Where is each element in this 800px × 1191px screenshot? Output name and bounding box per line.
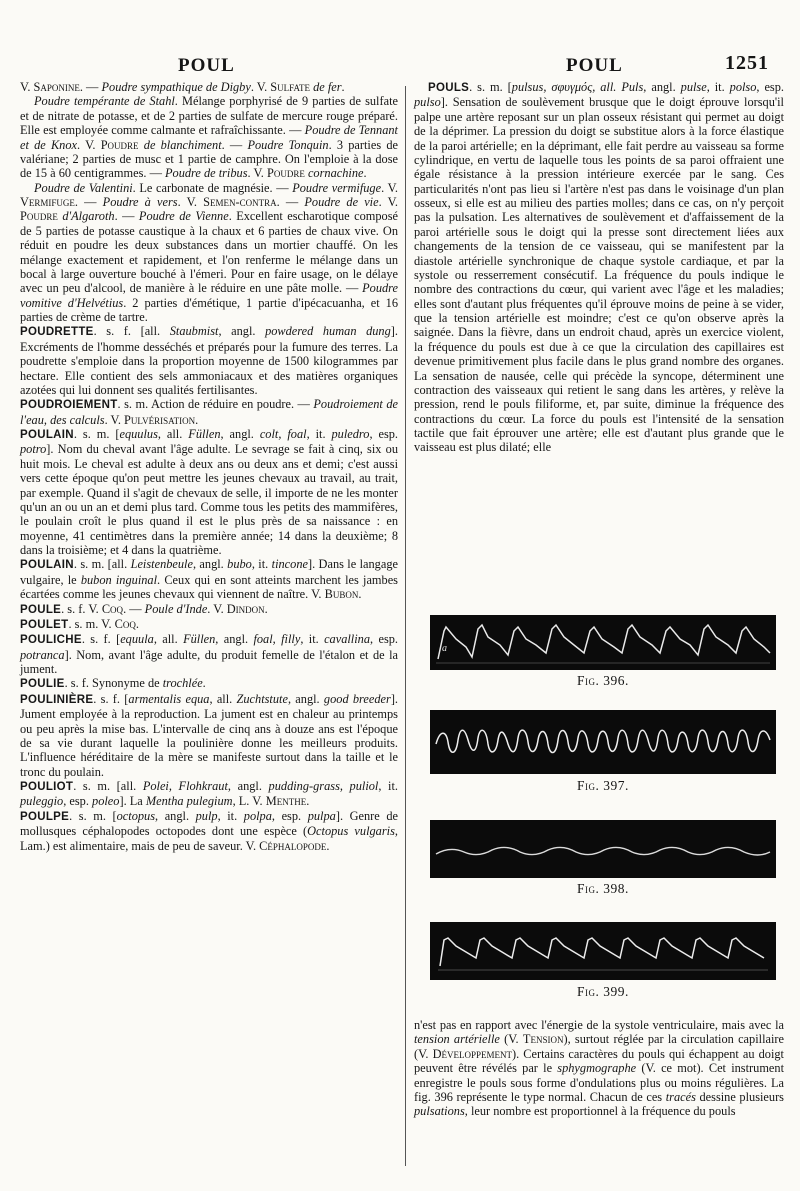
entry-poudre-continued: V. Saponine. — Poudre sympathique de Digby. V. Sulfate de fer. [20,80,345,94]
entry-pouls: POULS. s. m. [pulsus, σφυγμός, all. Puls, angl. pulse, it. polso, esp. pulso]. Sensation de soulèvement brusque que le doigt éprouve lorsqu'il palpe une artère reposant sur un plan osseux résistant qui permet au doigt de la déprimer. La pression du doigt se substitue alors à la force élastique de la paroi artérielle; en la déprimant, elle fait perdre au vaisseau sa forme cylindrique, en vertu de laquelle tous les points de sa paroi offraient une égale résistance à la pression intérieure exercée par le sang. Ces particularités n'ont pas lieu si l'artère n'est pas dans le voisinage d'un plan osseux, si elle est au milieu des parties molles; dans ce cas, on n'y perçoit pas la pulsation. Les alternatives de soulèvement et d'affaissement de la paroi artérielle sous le doigt qui la presse sont directement liées aux changements de la tension de ce vaisseau, qui se manifestent par la diastole artérielle synchronique de chaque systole cardiaque, et par la systole ou resserrement consécutif. La fréquence du pouls indique le nombre des contractions du cœur, qui varient avec l'âge et les maladies; elles sont d'autant plus fréquentes qu'il éprouve moins de peine à se vider, que la tension artérielle est moindre; c'est ce qu'on observe après la saignée. Dans la fièvre, dans un endroit chaud, après un exercice violent, la fréquence du pouls est due à ce que la circulation des capillaires est devenue primitivement plus facile dans le plus grand nombre des organes. La sensation de nausée, celle qui précède la syncope, déterminent une contraction des vaisseaux qui retient le sang dans les artères, y relève la pression, rend le pouls filiforme, et, par suite, diminue la fréquence des contractions du cœur. La force du pouls est l'intensité de la sensation tactile que fait éprouver une artère; elle est d'autant plus grande que le vaisseau est plus dilaté; elle [414,80,784,455]
entry-poudre-temperante: Poudre tempérante de Stahl. Mélange porphyrisé de 9 parties de sulfate et de nitrate de potasse, et de 2 parties de sulfate de mercure rouge préparé. Elle est employée comme calmante et rafraîchissante. — Poudre de Tennant et de Knox. V. Poudre de blanchiment. — Poudre Tonquin. 3 parties de valériane; 2 parties de musc et 1 partie de camphre. On l'emploie à la dose de 15 à 60 centigrammes. — Poudre de tribus. V. Poudre cornachine. [20,94,398,181]
entry-poudre-valentini: Poudre de Valentini. Le carbonate de magnésie. — Poudre vermifuge. V. Vermifuge. — Poudre à vers. V. Semen-contra. — Poudre de vie. V. Poudre d'Algaroth. — Poudre de Vienne. Excellent escharotique composé de 5 parties de potasse caustique à la chaux et 6 parties de chaux vive. On réduit en poudre les deux substances dans un mortier chauffé. On les mélange exactement et rapidement, et l'on renferme le mélange dans un bocal à large ouverture bouché à l'émeri. Pour en faire usage, on le délaye avec un peu d'alcool, de manière à le réduire en une pâte molle. — Poudre vomitive d'Helvétius. 2 parties d'émétique, 1 partie d'ipécacuanha, et 16 parties de crème de tartre. [20,180,399,324]
left-column [20,80,398,853]
figure-398-tracing [430,820,776,878]
right-column [414,80,784,455]
figure-397-tracing [430,710,776,774]
pulse-tracing-397 [436,730,770,752]
figure-399-tracing [430,922,776,980]
entry-pouliniere: POULINIÈRE. s. f. [armentalis equa, all. Zuchtstute, angl. good breeder]. Jument employée à la reproduction. La jument est en chaleur au printemps ou peu après la mise bas. L'intervalle de cinq ans à douze ans est l'époque de sa vie durant laquelle la poulinière donne les meilleurs produits. L'influence héréditaire de la mère se manifeste surtout dans la taille et le tronc du poulain. [20,691,399,779]
figure-inset-label: a [442,643,447,654]
running-header-left: POUL [178,55,235,76]
entry-poulet: POULET. s. m. V. Coq. [20,616,139,631]
entry-poulain-2: POULAIN. s. m. [all. Leistenbeule, angl. bubo, it. tincone]. Dans le langage vulgaire, le bubon inguinal. Ceux qui en sont atteints marchent les jambes écartées comme les jeunes chevaux qui viennent de naître. V. Bubon. [20,557,398,602]
entry-pouliche: POULICHE. s. f. [equula, all. Füllen, angl. foal, filly, it. cavallina, esp. potranca]. Nom, avant l'âge adulte, du produit femelle de l'étalon et de la jument. [20,632,399,676]
right-column-continued [414,1018,784,1119]
entry-poudroiement: POUDROIEMENT. s. m. Action de réduire en poudre. — Poudroiement de l'eau, des calculs. V. Pulvérisation. [20,397,398,427]
entry-pouliot: POULIOT. s. m. [all. Polei, Flohkraut, angl. pudding-grass, puliol, it. puleggio, esp. poleo]. La Mentha pulegium, L. V. Menthe. [20,779,399,809]
figure-399-caption: Fig. 399. [577,984,629,999]
column-divider [405,86,406,1166]
entry-poulain-1: POULAIN. s. m. [equulus, all. Füllen, angl. colt, foal, it. puledro, esp. potro]. Nom du cheval avant l'âge adulte. Le sevrage se fait à cinq, six ou huit mois. Le cheval est adulte à deux ans ou deux ans et demi; c'est aussi vers cette époque qu'on peut mettre les jeunes chevaux au travail, au trait, par exemple. Quand il s'agit de chevaux de selle, il importe de ne les monter qu'un an ou un an et demi plus tard. Comme tous les petits des mammifères, le poulain croît le plus quand il est le plus près de sa naissance : en moyenne, 41 centimètres dans la première année; 14 dans la deuxième; 8 dans la troisième; et 4 dans la quatrième. [20,427,399,557]
pulse-tracing-398 [436,847,770,855]
figure-396-caption: Fig. 396. [577,673,629,688]
figure-396-tracing [430,615,776,670]
entry-poulpe: POULPE. s. m. [octopus, angl. pulp, it. polpa, esp. pulpa]. Genre de mollusques céphalopodes octopodes dont une espèce (Octopus vulgaris, Lam.) est alimentaire, mais de peu de saveur. V. Céphalopode. [20,808,398,853]
entry-poulie: POULIE. s. f. Synonyme de trochlée. [20,676,206,691]
entry-poule: POULE. s. f. V. Coq. — Poule d'Inde. V. Dindon. [20,601,268,616]
entry-poudrette: POUDRETTE. s. f. [all. Staubmist, angl. powdered human dung]. Excréments de l'homme desséchés et préparés pour la fumure des terres. La poudrette s'emploie dans la proportion moyenne de 1500 kilogrammes par hectare. Elle contient des sels ammoniacaux et des matières organiques azotées qui lui donnent ses qualités fertilisantes. [20,324,398,397]
figure-397-caption: Fig. 397. [577,778,629,793]
figure-398-caption: Fig. 398. [577,881,629,896]
running-header-center: POUL [566,55,623,76]
pulse-tracing-396 [438,625,770,659]
page-number: 1251 [725,52,769,74]
entry-pouls-continued: n'est pas en rapport avec l'énergie de la systole ventriculaire, mais avec la tension artérielle (V. Tension), surtout réglée par la circulation capillaire (V. Développement). Certains caractères du pouls qui échappent au doigt peuvent être révélés par le sphygmographe (V. ce mot). Cet instrument enregistre le pouls sous forme d'ondulations plus ou moins régulières. La fig. 396 représente le type normal. Chacun de ces tracés dessine plusieurs pulsations, leur nombre est proportionnel à la fréquence du pouls [414,1018,785,1119]
pulse-tracing-399 [440,938,764,966]
